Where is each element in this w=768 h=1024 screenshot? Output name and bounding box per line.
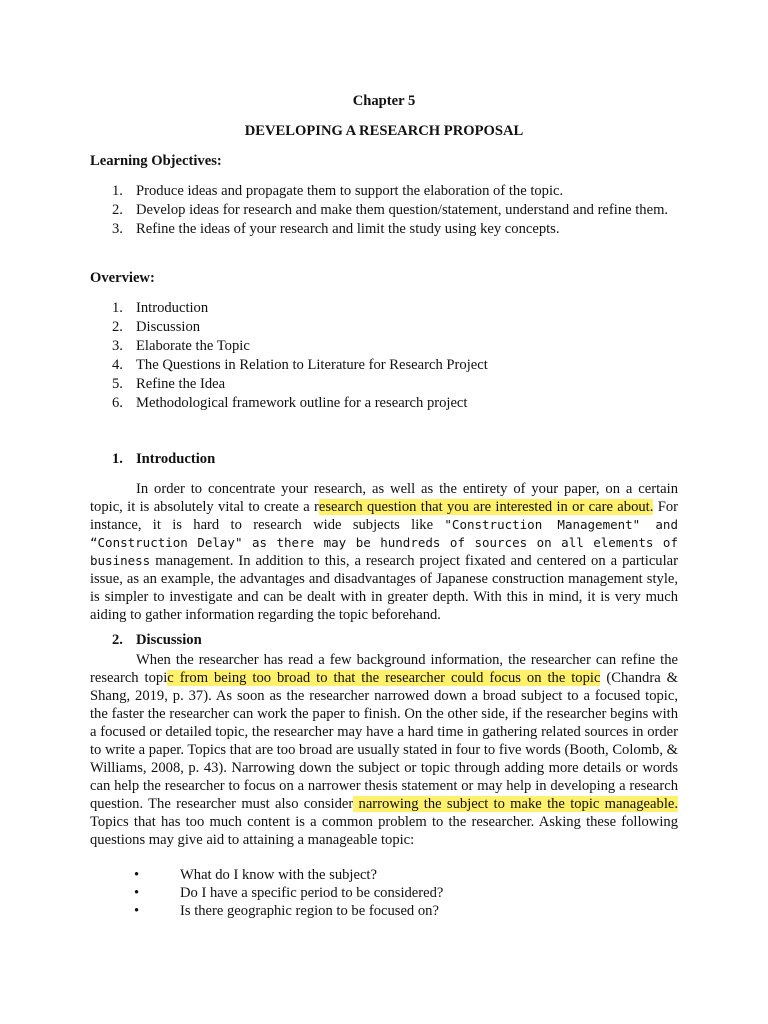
list-item: 6. Methodological framework outline for a research project xyxy=(112,395,468,411)
introduction-paragraph: In order to concentrate your research, as well as the entirety of your paper, on a certain topic, it is absolutely vital to create a research question that you are interested in or care about. For instance, it is hard to research wide subjects like "Construction Management" and “Construction Delay" as there may be hundreds of sources on all elements of business management. In addition to this, a research project fixated and centered on a particular issue, as an example, the advantages and disadvantages of Japanese construction management style, is simpler to investigate and can be dealt with in greater depth. With this in mind, it is very much aiding to gather information regarding the topic beforehand. xyxy=(90,481,678,623)
list-item: 3. Refine the ideas of your research and limit the study using key concepts. xyxy=(112,221,560,237)
list-item: • Do I have a specific period to be considered? xyxy=(134,885,444,901)
list-item: 1. Produce ideas and propagate them to support the elaboration of the topic. xyxy=(112,183,564,199)
list-item: 2. Discussion xyxy=(112,319,201,335)
highlight: c from being too broad to that the researcher could focus on the topic xyxy=(167,670,601,686)
list-item: 3. Elaborate the Topic xyxy=(112,338,250,354)
discussion-paragraph: When the researcher has read a few background information, the researcher can refine the research topic from being too broad to that the researcher could focus on the topic (Chandra & Shang, 2019, p. 37). As soon as the researcher narrowed down a broad subject to a focused topic, the faster the researcher can work the paper to finish. On the other side, if the researcher begins with a focused or detailed topic, the researcher may have a hard time in gathering related sources in order to write a paper. Topics that are too broad are usually stated in four to five words (Booth, Colomb, & Williams, 2008, p. 43). Narrowing down the subject or topic through adding more details or words can help the researcher to focus on a narrower thesis statement or may help in developing a research question. The researcher must also consider narrowing the subject to make the topic manageable. Topics that has too much content is a common problem to the researcher. Asking these following questions may give aid to attaining a manageable topic: xyxy=(90,652,679,848)
overview-heading: Overview: xyxy=(90,270,155,286)
list-item: • Is there geographic region to be focused on? xyxy=(134,903,439,919)
discussion-heading: 2. Discussion xyxy=(112,632,202,648)
bullet-icon: • xyxy=(134,903,140,919)
introduction-heading: 1. Introduction xyxy=(112,451,216,467)
list-item: 5. Refine the Idea xyxy=(112,376,226,392)
learning-objectives-list xyxy=(112,182,680,239)
list-item: • What do I know with the subject? xyxy=(134,867,377,883)
highlight: narrowing the subject to make the topic manageable. xyxy=(353,796,678,812)
questions-list xyxy=(134,866,634,920)
list-item: 1. Introduction xyxy=(112,300,209,316)
bullet-icon: • xyxy=(134,867,140,883)
page-title: DEVELOPING A RESEARCH PROPOSAL xyxy=(244,123,524,139)
chapter-label: Chapter 5 xyxy=(352,93,416,109)
bullet-icon: • xyxy=(134,885,140,901)
learning-objectives-heading: Learning Objectives: xyxy=(90,153,222,169)
list-item: 2. Develop ideas for research and make them question/statement, understand and refine them. xyxy=(112,202,669,218)
list-item: 4. The Questions in Relation to Literature for Research Project xyxy=(112,357,488,373)
overview-list xyxy=(112,299,680,413)
highlight: esearch question that you are interested in or care about. xyxy=(318,499,654,515)
